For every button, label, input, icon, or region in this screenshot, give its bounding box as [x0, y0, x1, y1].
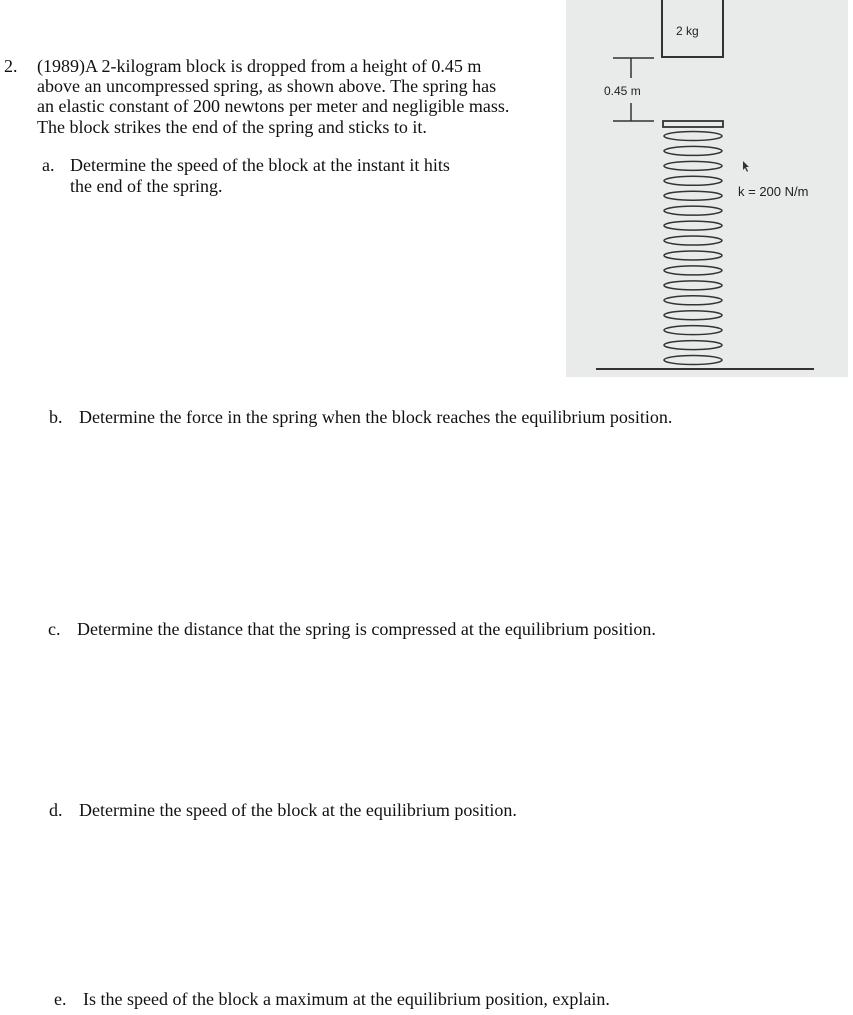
spring-coil — [664, 146, 722, 155]
spring-coil — [664, 206, 722, 215]
spring-block-figure — [566, 0, 848, 377]
question-line-1: (1989)A 2-kilogram block is dropped from a height of 0.45 m — [37, 56, 482, 76]
spring-coil — [664, 251, 722, 260]
question-number: 2. — [4, 56, 18, 76]
spring-coil — [664, 266, 722, 275]
spring-coil — [664, 236, 722, 245]
spring-coil — [664, 132, 722, 141]
cursor-icon — [743, 161, 749, 172]
spring-coil — [664, 311, 722, 320]
part-d-text: Determine the speed of the block at the equilibrium position. — [79, 800, 517, 820]
spring-plate — [663, 121, 723, 127]
mass-label: 2 kg — [676, 24, 699, 38]
spring-coil — [664, 161, 722, 170]
spring-coil — [664, 326, 722, 335]
part-a-line-1: Determine the speed of the block at the instant it hits — [70, 155, 450, 175]
spring-coil — [664, 356, 722, 365]
part-b-letter: b. — [49, 407, 63, 427]
part-c-letter: c. — [48, 619, 61, 639]
part-e-letter: e. — [54, 989, 67, 1009]
spring-constant-label: k = 200 N/m — [738, 184, 809, 199]
question-line-2: above an uncompressed spring, as shown above. The spring has — [37, 76, 497, 96]
height-label: 0.45 m — [604, 84, 641, 98]
spring-coil — [664, 281, 722, 290]
part-b-text: Determine the force in the spring when the block reaches the equilibrium position. — [79, 407, 673, 427]
part-a-letter: a. — [42, 155, 55, 175]
part-d-letter: d. — [49, 800, 63, 820]
spring-coils — [664, 132, 722, 365]
question-line-4: The block strikes the end of the spring and sticks to it. — [37, 117, 427, 137]
spring-coil — [664, 191, 722, 200]
part-a-line-2: the end of the spring. — [70, 176, 223, 196]
spring-coil — [664, 296, 722, 305]
spring-coil — [664, 176, 722, 185]
part-c-text: Determine the distance that the spring is compressed at the equilibrium position. — [77, 619, 656, 639]
question-line-3: an elastic constant of 200 newtons per meter and negligible mass. — [37, 96, 510, 116]
part-e-text: Is the speed of the block a maximum at the equilibrium position, explain. — [83, 989, 610, 1009]
spring-coil — [664, 341, 722, 350]
spring-coil — [664, 221, 722, 230]
